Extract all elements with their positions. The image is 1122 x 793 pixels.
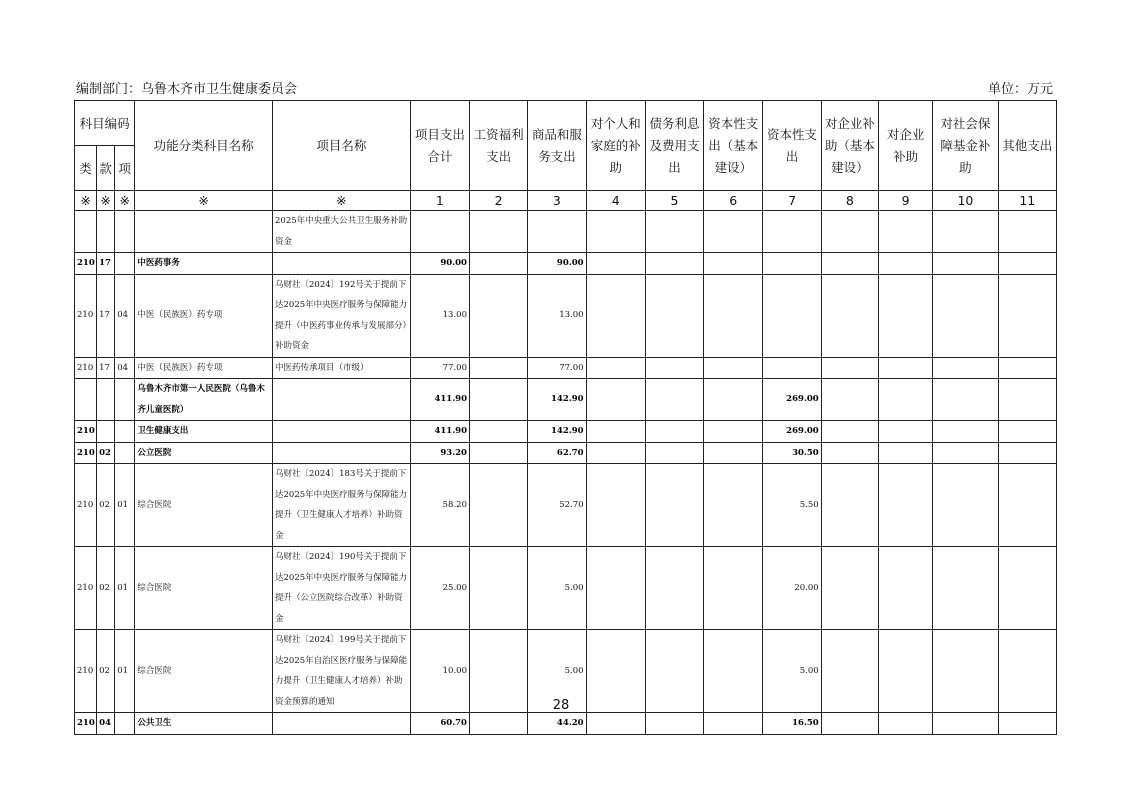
code-kuan-cell: 17 (97, 357, 115, 379)
table-row (75, 357, 1057, 379)
table-row (75, 464, 1057, 547)
table-row (75, 421, 1057, 443)
goods-services-cell: 90.00 (528, 253, 586, 275)
enterprise-basic-cell (821, 464, 878, 547)
lei-header: 类 (75, 146, 97, 191)
table-row (75, 253, 1057, 275)
project-name-cell: 乌财社〔2024〕190号关于提前下达2025年中央医疗服务与保障能力提升（公立医院综合改革）补助资金 (273, 547, 411, 630)
func-name-cell: 乌鲁木齐市第一人民医院（乌鲁木齐儿童医院） (135, 379, 273, 421)
code-kuan-cell: 02 (97, 442, 115, 464)
other-cell (998, 379, 1056, 421)
personal-subsidy-cell (586, 357, 645, 379)
debt-interest-cell (645, 253, 703, 275)
other-cell (998, 211, 1056, 253)
code-kuan-cell: 02 (97, 547, 115, 630)
total-cell (410, 211, 469, 253)
debt-interest-cell (645, 357, 703, 379)
capital-cell (763, 253, 821, 275)
project-name-cell: 乌财社〔2024〕192号关于提前下达2025年中央医疗服务与保障能力提升（中医药事业传承与发展部分）补助资金 (273, 274, 411, 357)
goods-services-cell: 5.00 (528, 547, 586, 630)
personal-subsidy-cell (586, 547, 645, 630)
enterprise-cell (878, 357, 932, 379)
salary-cell (469, 442, 527, 464)
capital-cell (763, 357, 821, 379)
col3-header: 商品和服务支出 (528, 101, 586, 191)
social-security-cell (933, 274, 998, 357)
enterprise-basic-cell (821, 274, 878, 357)
salary-cell (469, 421, 527, 443)
social-security-cell (933, 357, 998, 379)
code-kuan-cell (97, 421, 115, 443)
salary-cell (469, 211, 527, 253)
func-name-cell: 综合医院 (135, 464, 273, 547)
total-cell: 58.20 (410, 464, 469, 547)
salary-cell (469, 357, 527, 379)
enterprise-basic-cell (821, 713, 878, 735)
enterprise-cell (878, 442, 932, 464)
personal-subsidy-cell (586, 713, 645, 735)
index-cell: 11 (998, 191, 1056, 211)
code-lei-cell: 210 (75, 464, 97, 547)
index-cell: ※ (135, 191, 273, 211)
enterprise-cell (878, 464, 932, 547)
personal-subsidy-cell (586, 253, 645, 275)
capital-basic-cell (704, 211, 763, 253)
index-cell: 5 (645, 191, 703, 211)
social-security-cell (933, 379, 998, 421)
index-cell: 7 (763, 191, 821, 211)
capital-cell: 5.50 (763, 464, 821, 547)
page-number: 28 (552, 698, 570, 713)
project-name-cell: 2025年中央重大公共卫生服务补助资金 (273, 211, 411, 253)
other-cell (998, 442, 1056, 464)
capital-basic-cell (704, 253, 763, 275)
personal-subsidy-cell (586, 211, 645, 253)
index-cell: 3 (528, 191, 586, 211)
capital-basic-cell (704, 274, 763, 357)
func-name-cell: 卫生健康支出 (135, 421, 273, 443)
salary-cell (469, 713, 527, 735)
goods-services-cell: 142.90 (528, 421, 586, 443)
enterprise-basic-cell (821, 253, 878, 275)
goods-services-cell: 62.70 (528, 442, 586, 464)
other-cell (998, 357, 1056, 379)
table-row (75, 442, 1057, 464)
salary-cell (469, 253, 527, 275)
social-security-cell (933, 421, 998, 443)
project-name-cell (273, 379, 411, 421)
total-cell: 77.00 (410, 357, 469, 379)
other-cell (998, 464, 1056, 547)
code-lei-cell (75, 211, 97, 253)
code-kuan-cell (97, 211, 115, 253)
debt-interest-cell (645, 211, 703, 253)
goods-services-cell: 13.00 (528, 274, 586, 357)
index-cell: 8 (821, 191, 878, 211)
code-xiang-cell (115, 713, 135, 735)
capital-cell (763, 211, 821, 253)
capital-basic-cell (704, 713, 763, 735)
total-cell: 411.90 (410, 421, 469, 443)
col9-header: 对企业补助 (878, 101, 932, 191)
enterprise-basic-cell (821, 442, 878, 464)
code-lei-cell: 210 (75, 357, 97, 379)
debt-interest-cell (645, 464, 703, 547)
code-xiang-cell (115, 379, 135, 421)
capital-basic-cell (704, 421, 763, 443)
col5-header: 债务利息及费用支出 (645, 101, 703, 191)
salary-cell (469, 274, 527, 357)
capital-basic-cell (704, 464, 763, 547)
social-security-cell (933, 464, 998, 547)
capital-cell: 16.50 (763, 713, 821, 735)
enterprise-cell (878, 421, 932, 443)
code-xiang-cell: 04 (115, 357, 135, 379)
index-cell: 6 (704, 191, 763, 211)
debt-interest-cell (645, 379, 703, 421)
code-lei-cell: 210 (75, 421, 97, 443)
func-name-cell: 中医（民族医）药专项 (135, 357, 273, 379)
budget-table (74, 100, 1057, 735)
personal-subsidy-cell (586, 464, 645, 547)
code-xiang-cell: 01 (115, 464, 135, 547)
total-cell: 13.00 (410, 274, 469, 357)
index-cell: 1 (410, 191, 469, 211)
total-cell: 93.20 (410, 442, 469, 464)
social-security-cell (933, 442, 998, 464)
social-security-cell (933, 211, 998, 253)
personal-subsidy-cell (586, 379, 645, 421)
other-cell (998, 253, 1056, 275)
project-name-header: 项目名称 (273, 101, 411, 191)
goods-services-cell: 5.00 (528, 630, 586, 713)
social-security-cell (933, 713, 998, 735)
total-cell: 10.00 (410, 630, 469, 713)
col10-header: 对社会保障基金补助 (933, 101, 998, 191)
code-lei-cell: 210 (75, 442, 97, 464)
func-name-cell: 综合医院 (135, 547, 273, 630)
col1-header: 项目支出合计 (410, 101, 469, 191)
func-name-cell: 中医药事务 (135, 253, 273, 275)
code-xiang-cell: 01 (115, 630, 135, 713)
code-xiang-cell: 01 (115, 547, 135, 630)
goods-services-cell: 52.70 (528, 464, 586, 547)
personal-subsidy-cell (586, 421, 645, 443)
capital-cell: 30.50 (763, 442, 821, 464)
index-cell: 10 (933, 191, 998, 211)
total-cell: 60.70 (410, 713, 469, 735)
code-kuan-cell: 17 (97, 274, 115, 357)
goods-services-cell (528, 211, 586, 253)
total-cell: 25.00 (410, 547, 469, 630)
project-name-cell: 中医药传承项目（市级） (273, 357, 411, 379)
code-lei-cell (75, 379, 97, 421)
code-kuan-cell: 02 (97, 464, 115, 547)
index-cell: 2 (469, 191, 527, 211)
project-name-cell: 乌财社〔2024〕183号关于提前下达2025年中央医疗服务与保障能力提升（卫生健康人才培养）补助资金 (273, 464, 411, 547)
code-lei-cell: 210 (75, 253, 97, 275)
code-kuan-cell: 17 (97, 253, 115, 275)
goods-services-cell: 142.90 (528, 379, 586, 421)
col6-header: 资本性支出（基本建设） (704, 101, 763, 191)
code-xiang-cell (115, 442, 135, 464)
project-name-cell (273, 421, 411, 443)
total-cell: 411.90 (410, 379, 469, 421)
enterprise-cell (878, 211, 932, 253)
col7-header: 资本性支出 (763, 101, 821, 191)
table-row (75, 211, 1057, 253)
table-row (75, 547, 1057, 630)
col8-header: 对企业补助（基本建设） (821, 101, 878, 191)
code-lei-cell: 210 (75, 274, 97, 357)
other-cell (998, 274, 1056, 357)
project-name-cell (273, 713, 411, 735)
enterprise-cell (878, 379, 932, 421)
capital-cell: 5.00 (763, 630, 821, 713)
project-name-cell: 乌财社〔2024〕199号关于提前下达2025年自治区医疗服务与保障能力提升（卫生健康人才培养）补助资金预算的通知 (273, 630, 411, 713)
enterprise-basic-cell (821, 357, 878, 379)
social-security-cell (933, 253, 998, 275)
debt-interest-cell (645, 442, 703, 464)
social-security-cell (933, 547, 998, 630)
code-lei-cell: 210 (75, 547, 97, 630)
func-name-header: 功能分类科目名称 (135, 101, 273, 191)
code-lei-cell: 210 (75, 713, 97, 735)
capital-cell: 269.00 (763, 421, 821, 443)
code-kuan-cell: 02 (97, 630, 115, 713)
func-name-cell: 公共卫生 (135, 713, 273, 735)
code-xiang-cell (115, 421, 135, 443)
code-group-header: 科目编码 (75, 101, 135, 146)
code-kuan-cell: 04 (97, 713, 115, 735)
other-cell (998, 547, 1056, 630)
capital-basic-cell (704, 547, 763, 630)
col2-header: 工资福利支出 (469, 101, 527, 191)
capital-cell (763, 274, 821, 357)
personal-subsidy-cell (586, 442, 645, 464)
salary-cell (469, 547, 527, 630)
index-cell: ※ (115, 191, 135, 211)
table-row (75, 379, 1057, 421)
table-row (75, 713, 1057, 735)
index-cell: 9 (878, 191, 932, 211)
index-cell: 4 (586, 191, 645, 211)
enterprise-basic-cell (821, 547, 878, 630)
project-name-cell (273, 442, 411, 464)
enterprise-basic-cell (821, 379, 878, 421)
code-lei-cell: 210 (75, 630, 97, 713)
table-row (75, 274, 1057, 357)
personal-subsidy-cell (586, 274, 645, 357)
other-cell (998, 713, 1056, 735)
xiang-header: 项 (115, 146, 135, 191)
goods-services-cell: 44.20 (528, 713, 586, 735)
project-name-cell (273, 253, 411, 275)
capital-basic-cell (704, 442, 763, 464)
code-kuan-cell (97, 379, 115, 421)
unit-label: 单位：万元 (987, 82, 1053, 97)
enterprise-cell (878, 713, 932, 735)
enterprise-basic-cell (821, 211, 878, 253)
col11-header: 其他支出 (998, 101, 1056, 191)
kuan-header: 款 (97, 146, 115, 191)
func-name-cell: 中医（民族医）药专项 (135, 274, 273, 357)
enterprise-cell (878, 547, 932, 630)
capital-cell: 269.00 (763, 379, 821, 421)
enterprise-cell (878, 274, 932, 357)
debt-interest-cell (645, 547, 703, 630)
goods-services-cell: 77.00 (528, 357, 586, 379)
col4-header: 对个人和家庭的补助 (586, 101, 645, 191)
debt-interest-cell (645, 421, 703, 443)
func-name-cell: 综合医院 (135, 630, 273, 713)
func-name-cell: 公立医院 (135, 442, 273, 464)
code-xiang-cell: 04 (115, 274, 135, 357)
salary-cell (469, 379, 527, 421)
other-cell (998, 421, 1056, 443)
debt-interest-cell (645, 274, 703, 357)
debt-interest-cell (645, 713, 703, 735)
capital-basic-cell (704, 379, 763, 421)
department-label: 编制部门：乌鲁木齐市卫生健康委员会 (76, 82, 298, 97)
salary-cell (469, 464, 527, 547)
index-row (75, 191, 1057, 211)
index-cell: ※ (97, 191, 115, 211)
enterprise-cell (878, 253, 932, 275)
total-cell: 90.00 (410, 253, 469, 275)
code-xiang-cell (115, 253, 135, 275)
index-cell: ※ (273, 191, 411, 211)
func-name-cell (135, 211, 273, 253)
code-xiang-cell (115, 211, 135, 253)
enterprise-basic-cell (821, 421, 878, 443)
capital-cell: 20.00 (763, 547, 821, 630)
capital-basic-cell (704, 357, 763, 379)
index-cell: ※ (75, 191, 97, 211)
